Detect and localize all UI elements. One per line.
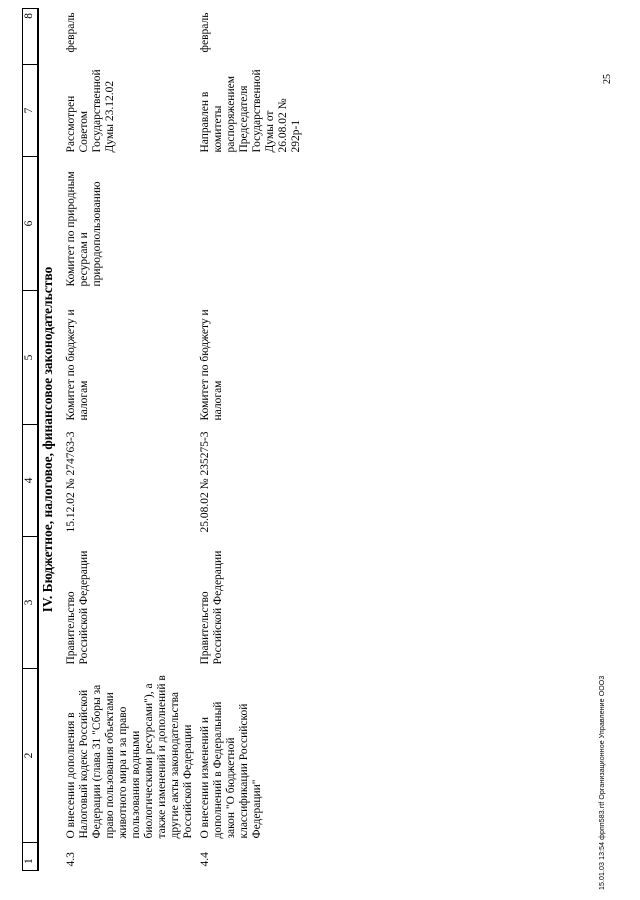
column-header-2: 2 bbox=[23, 669, 39, 843]
column-header-4: 4 bbox=[23, 425, 39, 537]
column-header-1: 1 bbox=[23, 843, 39, 871]
bill-status: Направлен в комитеты распоряжением Председателя Государственной Думы от 26.08.02 № 292р-1 bbox=[199, 69, 302, 153]
responsible-committee: Комитет по бюджету и налогам bbox=[65, 309, 90, 421]
bill-status: Рассмотрен Советом Государственной Думы 23.12.02 bbox=[65, 69, 116, 153]
column-header-3: 3 bbox=[23, 537, 39, 669]
column-header-5: 5 bbox=[23, 291, 39, 425]
responsible-committee: Комитет по бюджету и налогам bbox=[199, 309, 224, 421]
bill-title: О внесении изменений и дополнений в Федеральный закон "О бюджетной классификации Российской Федерации" bbox=[199, 701, 263, 839]
print-footer: 15.01.03 13:54 фрпп583.rtf Организационное Управление ООО3 bbox=[599, 675, 606, 890]
column-header-8: 8 bbox=[23, 9, 39, 65]
planned-month: февраль bbox=[65, 12, 77, 53]
registration-date-number: 25.08.02 № 235275-3 bbox=[199, 431, 211, 533]
column-header-6: 6 bbox=[23, 157, 39, 291]
section-title: IV. Бюджетное, налоговое, финансовое законодательство bbox=[40, 266, 55, 613]
registration-date-number: 15.12.02 № 274763-3 bbox=[65, 431, 77, 533]
section-row bbox=[38, 9, 63, 871]
co-executor-committee: Комитет по природным ресурсам и природопользованию bbox=[65, 171, 103, 287]
co-executor-committee bbox=[197, 157, 305, 291]
table-row bbox=[197, 9, 305, 871]
column-header-7: 7 bbox=[23, 65, 39, 157]
page-number: 25 bbox=[602, 74, 613, 84]
legislation-table bbox=[22, 8, 305, 871]
row-number: 4.4 bbox=[199, 852, 211, 867]
bill-title: О внесении дополнения в Налоговый кодекс Российской Федерации (глава 31 "Сборы за право пользования объектами животного мира и за право пользования водными биологическими ресурсами"), а также изменений и дополнений в другие акты законодательства Российской Федерации bbox=[65, 675, 194, 839]
table-row bbox=[63, 9, 197, 871]
planned-month: февраль bbox=[199, 12, 211, 53]
initiator: Правительство Российской Федерации bbox=[199, 550, 224, 665]
column-number-header-row bbox=[23, 9, 39, 871]
row-number: 4.3 bbox=[65, 852, 77, 867]
legislation-table-rotated bbox=[22, 9, 632, 871]
initiator: Правительство Российской Федерации bbox=[65, 550, 90, 665]
